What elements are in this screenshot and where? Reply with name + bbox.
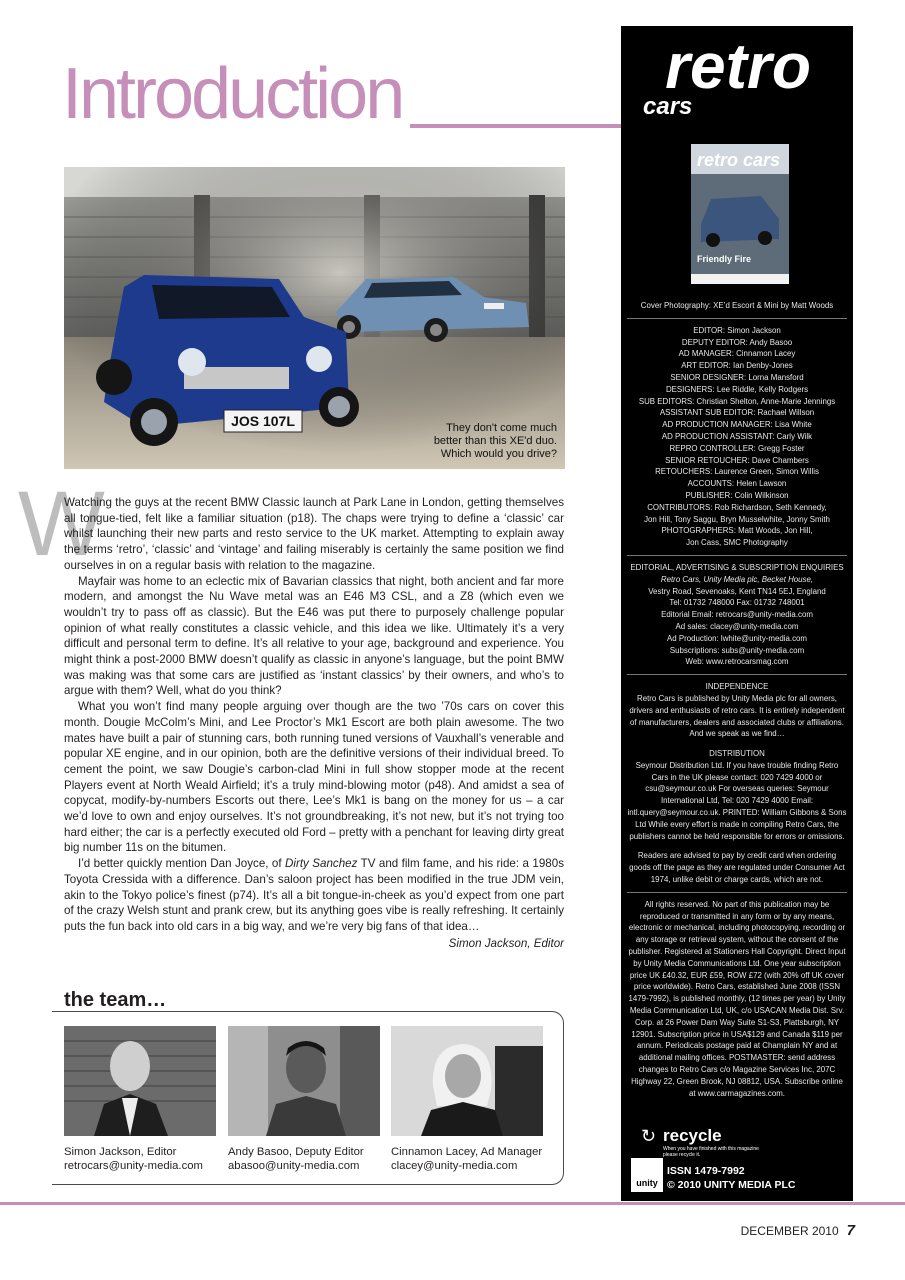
team-member bbox=[391, 1026, 543, 1173]
masthead-sidebar bbox=[621, 26, 853, 1201]
staff-line: ART EDITOR: Ian Denby-Jones bbox=[681, 361, 793, 371]
enquiry-line: Retro Cars, Unity Media plc, Becket House, bbox=[660, 574, 814, 584]
staff-line: AD PRODUCTION MANAGER: Lisa White bbox=[662, 420, 812, 430]
staff-line: REPRO CONTROLLER: Gregg Foster bbox=[669, 443, 805, 453]
team-heading: the team… bbox=[64, 989, 167, 1011]
paragraph-3: What you won’t find many people arguing over though are the two ’70s cars on cover this month. Dougie McColm’s Mini, and Lee Proctor’s Mk1 Escort are both plain awesome. The two mates have built a pair of stunning cars, both running tuned versions of Vauxhall’s venerable and popular XE engine, and in our opinion, both are the definitive versions of their individual breed. To cement the point, we saw Dougie’s carbon-clad Mini in full show stopper mode at the recent Players event at North Weald Airfield; it’s a truly mind-blowing motor (p48). And amidst a sea of copycat, modify-by-numbers Escorts out there, Lee’s Mk1 is bang on the money for us – a car we’d love to own and enjoy ourselves. It’s not groundbreaking, it’s not new, but it’s not trying too hard either; the car is a perfectly executed old Ford – pretty with a penchant for leaving dirty great big number 11s on the bitumen. bbox=[64, 700, 564, 855]
section-text: Readers are advised to pay by credit card when ordering goods off the page as they are regulated under Consumer Act 1974, unlike debit or charge cards, which are not. bbox=[629, 851, 845, 885]
staff-line: DESIGNERS: Lee Riddle, Kelly Rodgers bbox=[665, 384, 809, 394]
recycle-icon: ↻ bbox=[641, 1126, 657, 1146]
member-name: Andy Basoo, Deputy Editor bbox=[228, 1146, 364, 1158]
logo-retro: retro bbox=[665, 30, 811, 102]
member-name: Cinnamon Lacey, Ad Manager bbox=[391, 1146, 543, 1158]
logo-cars: cars bbox=[643, 93, 693, 120]
staff-line: DEPUTY EDITOR: Andy Basoo bbox=[681, 337, 793, 347]
section-heading: INDEPENDENCE bbox=[705, 682, 769, 692]
staff-line: ASSISTANT SUB EDITOR: Rachael Willson bbox=[659, 408, 815, 418]
staff-line: Jon Hill, Tony Saggu, Bryn Musselwhite, Jonny Smith bbox=[644, 514, 830, 524]
independence-block bbox=[627, 674, 847, 892]
credits-column bbox=[627, 294, 847, 1105]
page-title: Introduction bbox=[62, 54, 403, 134]
staff-line: SENIOR RETOUCHER: Dave Chambers bbox=[665, 455, 809, 465]
p4-text: I’d better quickly mention Dan Joyce, of bbox=[78, 857, 286, 871]
staff-line: AD MANAGER: Cinnamon Lacey bbox=[678, 349, 796, 359]
title-underline bbox=[410, 124, 622, 128]
avatar bbox=[64, 1026, 216, 1136]
article-body bbox=[64, 495, 564, 951]
staff-line: ACCOUNTS: Helen Lawson bbox=[687, 479, 787, 489]
staff-line: RETOUCHERS: Laurence Green, Simon Willis bbox=[655, 467, 819, 477]
enquiry-line[interactable]: Ad sales: clacey@unity-media.com bbox=[675, 621, 799, 631]
page-footer bbox=[741, 1222, 855, 1239]
section-text: Retro Cars is published by Unity Media plc for all owners, drivers and enthusiasts of retro cars. It is entirely independent of manufacturers, dealers and associated clubs or affiliations. And we speak as we find… bbox=[629, 693, 845, 739]
p4-text-rest: TV and film fame, and his ride: a 1980s Toyota Cressida with a difference. Dan’s saloon project has been modified in the true JDM vein, akin to the Tokyo police’s finest (p74). It’s all a bit tongue-in-cheek as you’d expect from one part of the crazy Welsh stunt and prank crew, but its anything goes vibe is really refreshing. It certainly puts the fun back into old cars in a big way, and we’re very big fans of that idea… bbox=[64, 857, 564, 933]
unity-label: unity bbox=[636, 1178, 658, 1188]
section-text: Seymour Distribution Ltd. If you have trouble finding Retro Cars in the UK please contact: 020 7429 4000 or csu@seymour.co.uk For overseas queries: Seymour International Ltd, Tel: 020 7429 4000 Email: intl.query@seymour.co.uk. PRINTED: William Gibbons & Sons Ltd While every effort is made in compiling Retro Cars, the publishers cannot be held responsible for errors or omissions. bbox=[627, 760, 847, 841]
recycle-word: recycle bbox=[663, 1126, 722, 1145]
paragraph-4 bbox=[64, 856, 564, 935]
enquiry-line[interactable]: Web: www.retrocarsmag.com bbox=[685, 657, 789, 667]
enquiry-line: EDITORIAL, ADVERTISING & SUBSCRIPTION ENQUIRIES bbox=[630, 562, 844, 572]
recycle-note: When you have finished with this magazine please recycle it. bbox=[663, 1146, 759, 1158]
issn: ISSN 1479-7992 bbox=[667, 1165, 745, 1177]
retro-cars-logo bbox=[633, 30, 843, 120]
member-email[interactable]: retrocars@unity-media.com bbox=[64, 1160, 203, 1172]
cover-logo: retro cars bbox=[697, 150, 781, 170]
footer-rule bbox=[0, 1202, 905, 1205]
recycle-badge bbox=[641, 1126, 761, 1158]
enquiry-line[interactable]: Subscriptions: subs@unity-media.com bbox=[669, 645, 805, 655]
page-number: 7 bbox=[846, 1222, 855, 1239]
staff-line: AD PRODUCTION ASSISTANT: Carly Wilk bbox=[661, 431, 813, 441]
team-member bbox=[228, 1026, 380, 1173]
staff-line: Jon Cass, SMC Photography bbox=[686, 538, 788, 548]
avatar bbox=[391, 1026, 543, 1136]
enquiries-block bbox=[627, 555, 847, 674]
issue-date: DECEMBER 2010 bbox=[740, 1224, 839, 1238]
member-email[interactable]: abasoo@unity-media.com bbox=[228, 1160, 360, 1172]
cover-headline: Friendly Fire bbox=[697, 254, 752, 264]
enquiry-line: Tel: 01732 748000 Fax: 01732 748001 bbox=[669, 598, 805, 608]
enquiry-line[interactable]: Editorial Email: retrocars@unity-media.com bbox=[661, 610, 813, 620]
photo-caption: They don't come much better than this XE'd duo. Which would you drive? bbox=[433, 422, 557, 460]
staff-line: PHOTOGRAPHERS: Matt Woods, Jon Hill, bbox=[661, 526, 813, 536]
team-member bbox=[64, 1026, 216, 1173]
staff-line: PUBLISHER: Colin Wilkinson bbox=[685, 490, 789, 500]
staff-line: EDITOR: Simon Jackson bbox=[693, 325, 781, 335]
drop-cap: W bbox=[18, 473, 105, 575]
enquiry-line[interactable]: Ad Production: lwhite@unity-media.com bbox=[666, 633, 808, 643]
staff-line: SUB EDITORS: Christian Shelton, Anne-Marie Jennings bbox=[638, 396, 836, 406]
cover-thumbnail bbox=[691, 144, 789, 284]
enquiry-line: Vestry Road, Sevenoaks, Kent TN14 5EJ, England bbox=[648, 586, 826, 596]
copyright: © 2010 UNITY MEDIA PLC bbox=[667, 1179, 796, 1191]
paragraph-2: Mayfair was home to an eclectic mix of Bavarian classics that night, both ancient and far more modern, and amongst the Nu Wave metal was an E46 M3 CSL, and a Z8 (which even we wouldn’t try to pass off as classic). But the E46 was put there to purposely challenge popular opinion of what really constitutes a classic vehicle, and this idea we like. Ultimately it’s a very difficult and personal term to define. It’s all relative to your age, background and experience. You might think a post-2000 BMW doesn’t qualify as classic in anyone’s language, but the point BMW was making was that some cars are justified as ‘instant classics’ by their owners, and who’s to argue with them? Well, what do you think? bbox=[64, 574, 564, 698]
staff-line: SENIOR DESIGNER: Lorna Mansford bbox=[670, 372, 804, 382]
rights-block bbox=[627, 892, 847, 1106]
show-title: Dirty Sanchez bbox=[285, 857, 358, 871]
cover-credit: Cover Photography: XE’d Escort & Mini by Matt Woods bbox=[640, 301, 834, 310]
number-plate: JOS 107L bbox=[231, 413, 295, 429]
editor-signoff: Simon Jackson, Editor bbox=[448, 936, 564, 950]
section-text: All rights reserved. No part of this publication may be reproduced or transmitted in any form or by any means, electronic or mechanical, including photocopying, recording or any storage or retrieval system, without the consent of the publisher. Registered at Stationers Hall Copyright. Direct Input by Unity Media Communications Ltd. One year subscription price UK £40.32, EUR £59, ROW £72 (with 20% off UK cover price worldwide). Retro Cars, established June 2008 (ISSN 1479-7992), is published monthly, (12 times per year) by Unity Media Communication Ltd, UK, c/o USACAN Media Dist. Srv. Corp. at 26 Power Dam Way Suite S1-S3, Plattsburgh, NY 12901. Subscription price in USA$129 and Canada $119 per annum. Periodicals postage paid at Champlain NY and at additional mailing offices. POSTMASTER: send address changes to Retro Cars c/o Magazine Services Inc, 207C Highway 22, Green Brook, NJ 08812, USA. Subscribe online at www.carmagazines.com. bbox=[628, 899, 846, 1098]
issn-block bbox=[667, 1164, 796, 1192]
member-email[interactable]: clacey@unity-media.com bbox=[391, 1160, 518, 1172]
unity-logo bbox=[631, 1158, 663, 1192]
staff-line: CONTRIBUTORS: Rob Richardson, Seth Kennedy, bbox=[647, 502, 827, 512]
staff-list bbox=[627, 318, 847, 555]
avatar bbox=[228, 1026, 380, 1136]
hero-photo bbox=[64, 167, 565, 469]
section-heading: DISTRIBUTION bbox=[709, 749, 765, 759]
member-name: Simon Jackson, Editor bbox=[64, 1146, 177, 1158]
paragraph-1: Watching the guys at the recent BMW Classic launch at Park Lane in London, getting themselves all tongue-tied, felt like a familiar situation (p18). The chaps were trying to define a ‘classic’ car whilst launching their new parts and resto service to the UK market. Attempting to explain away the terms ‘retro’, ‘classic’ and ‘vintage’ and failing miserably is certainly the same position we find ourselves in on a regular basis with relation to the magazine. bbox=[64, 496, 564, 572]
